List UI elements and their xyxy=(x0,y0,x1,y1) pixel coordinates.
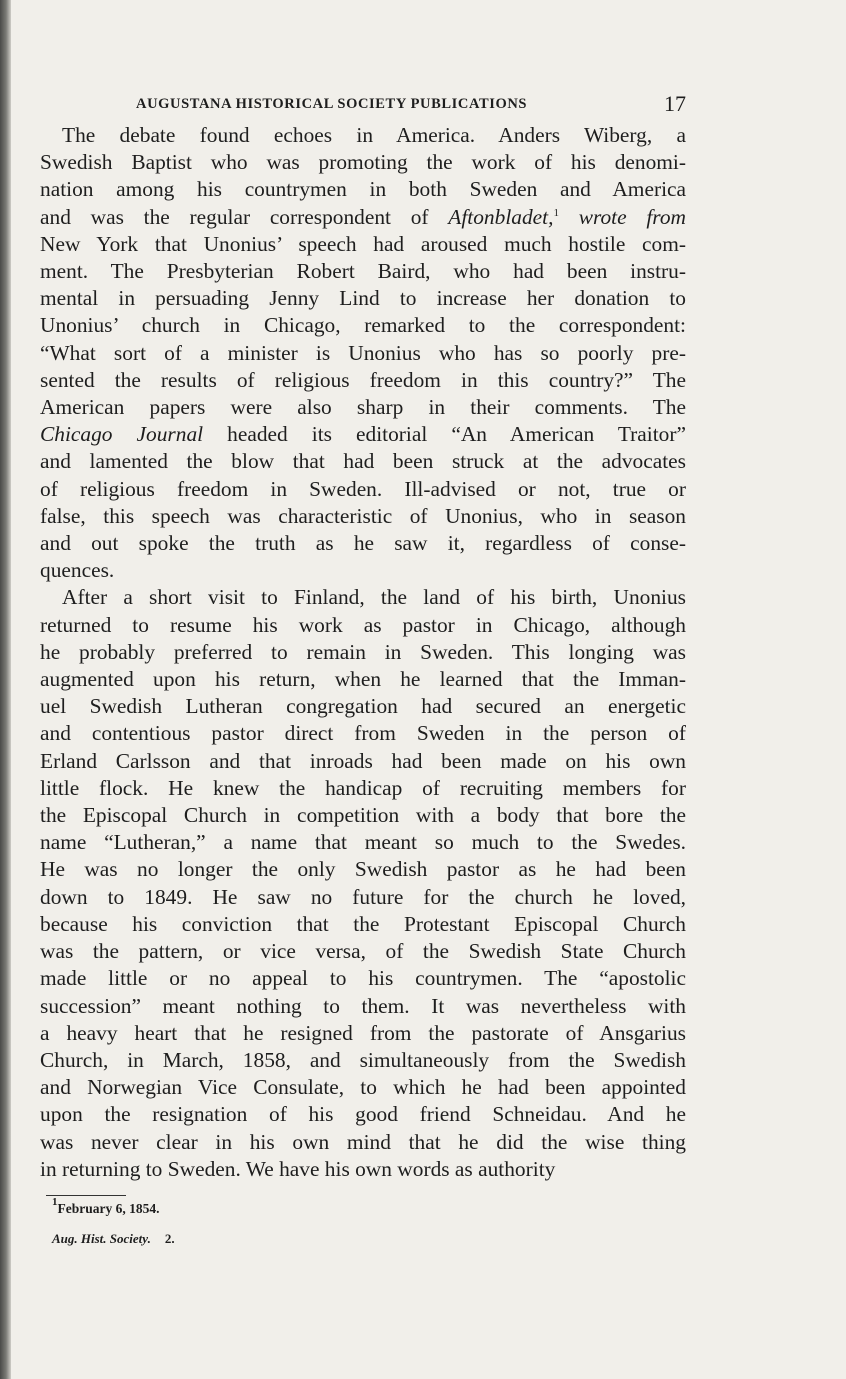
italic-title: Chicago Journal xyxy=(40,422,204,447)
signature-title: Aug. Hist. Society. xyxy=(52,1230,151,1246)
paragraph xyxy=(40,122,686,584)
text-line: sented the results of religious freedom in this country?” The xyxy=(40,367,686,392)
text-line: the Episcopal Church in competition with a body that bore the xyxy=(40,803,686,828)
text-line: and contentious pastor direct from Sweden in the person of xyxy=(40,721,686,746)
book-page xyxy=(40,88,686,1247)
footnote-rule xyxy=(46,1195,126,1196)
text-line: of religious freedom in Sweden. Ill-advised or not, true or xyxy=(40,476,686,501)
text-line: made little or no appeal to his countrymen. The “apostolic xyxy=(40,966,686,991)
text-line: augmented upon his return, when he learned that the Imman- xyxy=(40,667,686,692)
text-line: After a short visit to Finland, the land of his birth, Unonius xyxy=(62,585,686,610)
text-line: and was the regular correspondent of Aftonbladet,$^1$ wrote from xyxy=(40,204,686,229)
text-line: he probably preferred to remain in Sweden. This longing was xyxy=(40,639,686,664)
text-line: Unonius’ church in Chicago, remarked to the correspondent: xyxy=(40,313,686,338)
text-line: upon the resignation of his good friend Schneidau. And he xyxy=(40,1102,686,1127)
text-line: Swedish Baptist who was promoting the work of his denomi- xyxy=(40,150,686,175)
footnote-reference: 1 xyxy=(553,206,559,219)
text-line: little flock. He knew the handicap of recruiting members for xyxy=(40,775,686,800)
text-line: was the pattern, or vice versa, of the Swedish State Church xyxy=(40,939,686,964)
italic-title: wrote from xyxy=(558,204,686,229)
running-head xyxy=(40,88,686,122)
footnote-marker: 1 xyxy=(52,1195,58,1208)
text-line: The debate found echoes in America. Anders Wiberg, a xyxy=(62,123,686,147)
text-line: quences. xyxy=(40,558,115,583)
italic-title: Aftonbladet, xyxy=(448,204,554,229)
text-line: ment. The Presbyterian Robert Baird, who had been instru- xyxy=(40,259,686,284)
text-line: because his conviction that the Protestant Episcopal Church xyxy=(40,911,686,936)
text-line: and lamented the blow that had been struck at the advocates xyxy=(40,449,686,474)
signature-number: 2. xyxy=(164,1230,175,1246)
footnote xyxy=(52,1195,686,1217)
text-line: name “Lutheran,” a name that meant so much to the Swedes. xyxy=(40,830,686,855)
text-line: in returning to Sweden. We have his own words as authority xyxy=(40,1156,556,1181)
text-line: and Norwegian Vice Consulate, to which he had been appointed xyxy=(40,1075,686,1100)
text-line: was never clear in his own mind that he did the wise thing xyxy=(40,1129,686,1154)
text-line: New York that Unonius’ speech had aroused much hostile com- xyxy=(40,231,686,256)
page-number: 17 xyxy=(664,91,686,116)
text-line: uel Swedish Lutheran congregation had secured an energetic xyxy=(40,694,686,719)
book-spine-shadow xyxy=(0,0,11,1379)
text-line: American papers were also sharp in their comments. The xyxy=(40,395,686,420)
running-title: AUGUSTANA HISTORICAL SOCIETY PUBLICATIONS xyxy=(136,96,528,112)
text-line: He was no longer the only Swedish pastor as he had been xyxy=(40,857,686,882)
text-line: a heavy heart that he resigned from the pastorate of Ansgarius xyxy=(40,1020,686,1045)
text-line: Chicago Journal headed its editorial “An American Traitor” xyxy=(40,422,686,447)
footnote-text: February 6, 1854. xyxy=(57,1200,160,1216)
text-line: down to 1849. He saw no future for the church he loved, xyxy=(40,884,686,909)
text-line: returned to resume his work as pastor in Chicago, although xyxy=(40,612,686,637)
paragraph xyxy=(40,584,686,1182)
text-line: “What sort of a minister is Unonius who has so poorly pre- xyxy=(40,340,686,365)
text-line: succession” meant nothing to them. It was nevertheless with xyxy=(40,993,686,1018)
signature-mark xyxy=(52,1231,686,1247)
text-line: mental in persuading Jenny Lind to increase her donation to xyxy=(40,286,686,311)
text-line: Church, in March, 1858, and simultaneously from the Swedish xyxy=(40,1047,686,1072)
body-text xyxy=(40,122,686,1183)
text-line: false, this speech was characteristic of Unonius, who in season xyxy=(40,503,686,528)
text-line: nation among his countrymen in both Sweden and America xyxy=(40,177,686,202)
text-line: and out spoke the truth as he saw it, regardless of conse- xyxy=(40,531,686,556)
text-line: Erland Carlsson and that inroads had been made on his own xyxy=(40,748,686,773)
